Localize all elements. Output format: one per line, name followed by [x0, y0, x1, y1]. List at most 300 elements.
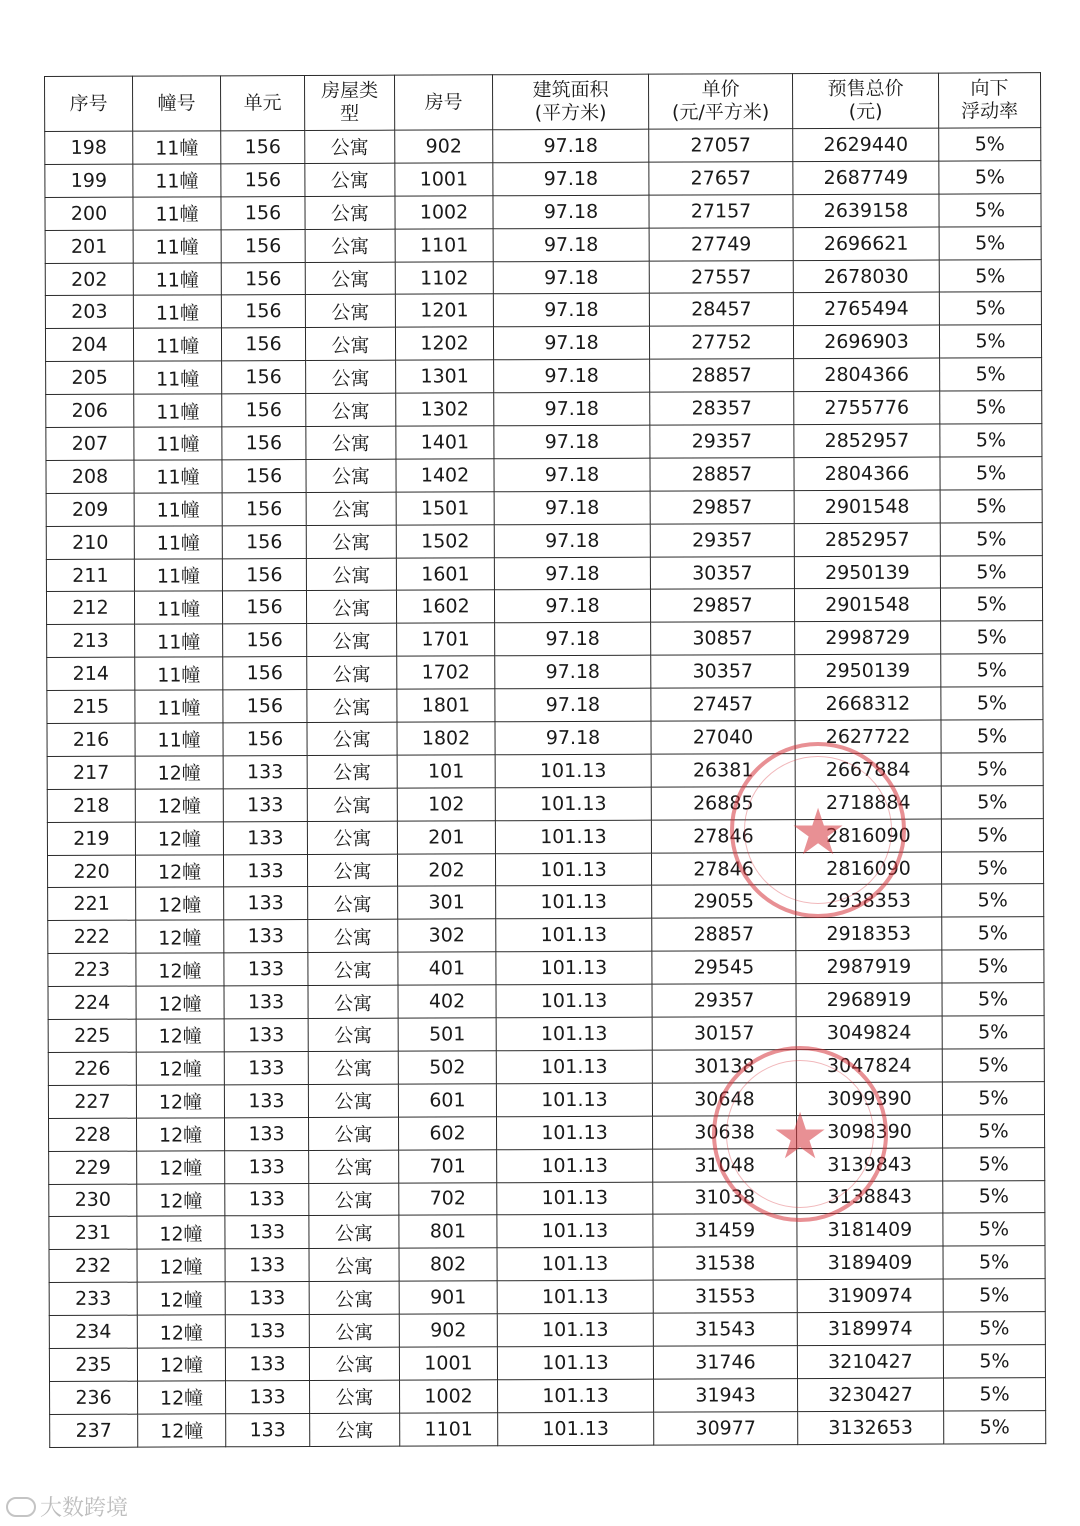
- cell-seq: 216: [47, 723, 135, 756]
- cell-room: 1802: [397, 722, 495, 755]
- cell-unit-price: 29857: [650, 490, 794, 523]
- cell-seq: 226: [48, 1052, 136, 1085]
- header-float-rate: [938, 73, 1040, 128]
- cell-seq: 218: [47, 789, 135, 822]
- cell-building: 12幢: [136, 887, 224, 920]
- cell-area: 101.13: [497, 1182, 653, 1215]
- table-row: [45, 226, 1041, 263]
- cell-unit-price: 31038: [653, 1181, 797, 1214]
- cell-seq: 211: [46, 559, 134, 592]
- cell-room: 1401: [396, 426, 494, 459]
- cell-unit-price: 30977: [654, 1411, 798, 1444]
- cell-unit-price: 28857: [650, 359, 794, 392]
- cell-float-rate: 5%: [940, 522, 1042, 555]
- cell-float-rate: 5%: [940, 391, 1042, 424]
- cell-float-rate: 5%: [944, 1410, 1046, 1443]
- table-row: [46, 588, 1042, 625]
- cell-house-type: 公寓: [308, 1084, 398, 1117]
- cell-house-type: 公寓: [306, 393, 396, 426]
- cell-area: 97.18: [495, 655, 651, 688]
- cell-area: 97.18: [494, 458, 650, 491]
- cell-room: 602: [398, 1116, 496, 1149]
- cell-unit: 133: [225, 1249, 309, 1282]
- table-row: [45, 259, 1041, 296]
- cell-area: 97.18: [493, 129, 649, 162]
- cell-float-rate: 5%: [941, 654, 1043, 687]
- table-body: [45, 128, 1046, 1447]
- cell-area: 101.13: [497, 1346, 653, 1379]
- cell-unit: 156: [222, 525, 306, 558]
- cell-float-rate: 5%: [940, 555, 1042, 588]
- price-table: [44, 72, 1046, 1447]
- cell-building: 12幢: [137, 1216, 225, 1249]
- cell-house-type: 公寓: [305, 262, 395, 295]
- table-row: [47, 818, 1043, 855]
- cell-total-price: 2696903: [793, 325, 939, 358]
- cell-total-price: 2901548: [794, 490, 940, 523]
- cell-unit-price: 27846: [651, 819, 795, 852]
- cell-unit-price: 27657: [649, 162, 793, 195]
- cell-unit: 156: [221, 229, 305, 262]
- cell-seq: 203: [45, 296, 133, 329]
- cell-float-rate: 5%: [942, 1081, 1044, 1114]
- cell-unit-price: 29545: [652, 951, 796, 984]
- cell-unit: 156: [222, 492, 306, 525]
- cell-unit: 133: [224, 1019, 308, 1052]
- cell-float-rate: 5%: [941, 720, 1043, 753]
- cell-float-rate: 5%: [941, 851, 1043, 884]
- cell-unit: 156: [223, 624, 307, 657]
- cell-room: 901: [399, 1281, 497, 1314]
- cell-unit: 133: [225, 1347, 309, 1380]
- cell-building: 11幢: [135, 624, 223, 657]
- cell-float-rate: 5%: [943, 1213, 1045, 1246]
- cell-unit: 156: [221, 196, 305, 229]
- cell-area: 97.18: [494, 524, 650, 557]
- cell-room: 1101: [395, 228, 493, 261]
- cell-seq: 210: [46, 526, 134, 559]
- header-room: [394, 75, 492, 130]
- header-text: (平方米): [534, 101, 607, 125]
- cell-float-rate: 5%: [940, 457, 1042, 490]
- cell-building: 11幢: [134, 558, 222, 591]
- cell-seq: 208: [46, 460, 134, 493]
- cell-unit: 156: [221, 262, 305, 295]
- header-text: 浮动率: [961, 100, 1019, 123]
- cell-unit: 156: [222, 459, 306, 492]
- table-row: [47, 687, 1043, 724]
- cell-total-price: 2938353: [796, 885, 942, 918]
- table-row: [45, 325, 1041, 362]
- cell-building: 11幢: [134, 361, 222, 394]
- cell-area: 101.13: [497, 1313, 653, 1346]
- cell-seq: 217: [47, 756, 135, 789]
- cell-room: 1502: [396, 524, 494, 557]
- table-row: [48, 917, 1044, 954]
- cell-house-type: 公寓: [305, 130, 395, 163]
- cell-seq: 201: [45, 230, 133, 263]
- cell-total-price: 3189409: [797, 1246, 943, 1279]
- cell-area: 97.18: [493, 228, 649, 261]
- cell-seq: 205: [46, 361, 134, 394]
- cell-seq: 200: [45, 197, 133, 230]
- cell-seq: 236: [50, 1381, 138, 1414]
- cell-unit: 133: [224, 986, 308, 1019]
- cell-area: 101.13: [495, 820, 651, 853]
- cell-unit: 156: [222, 591, 306, 624]
- cell-house-type: 公寓: [309, 1347, 399, 1380]
- cell-house-type: 公寓: [307, 854, 397, 887]
- cell-building: 12幢: [137, 1249, 225, 1282]
- cell-building: 12幢: [135, 789, 223, 822]
- table-row: [48, 1049, 1044, 1086]
- cell-building: 12幢: [138, 1414, 226, 1447]
- watermark-text: 大数跨境: [40, 1496, 129, 1521]
- cell-unit-price: 30157: [652, 1017, 796, 1050]
- cell-total-price: 3230427: [798, 1378, 944, 1411]
- cell-unit: 133: [225, 1117, 309, 1150]
- cell-building: 12幢: [136, 953, 224, 986]
- cell-unit: 156: [223, 657, 307, 690]
- cell-building: 11幢: [134, 427, 222, 460]
- cell-seq: 235: [49, 1348, 137, 1381]
- header-text: (元): [848, 100, 883, 123]
- cell-house-type: 公寓: [309, 1150, 399, 1183]
- header-text: 单元: [243, 91, 282, 114]
- brand-logo-icon: [6, 1497, 36, 1517]
- cell-float-rate: 5%: [942, 917, 1044, 950]
- cell-seq: 229: [49, 1151, 137, 1184]
- cell-unit: 156: [222, 427, 306, 460]
- cell-seq: 221: [48, 888, 136, 921]
- table-row: [49, 1114, 1045, 1151]
- cell-unit: 133: [225, 1282, 309, 1315]
- table-row: [48, 950, 1044, 987]
- cell-seq: 212: [46, 592, 134, 625]
- table-row: [49, 1279, 1045, 1316]
- cell-total-price: 3047824: [796, 1049, 942, 1082]
- cell-building: 11幢: [134, 526, 222, 559]
- table-row: [47, 753, 1043, 790]
- cell-total-price: 3099390: [796, 1082, 942, 1115]
- cell-room: 802: [399, 1248, 497, 1281]
- cell-unit: 133: [226, 1380, 310, 1413]
- cell-float-rate: 5%: [943, 1147, 1045, 1180]
- cell-unit: 156: [223, 723, 307, 756]
- table-row: [46, 457, 1042, 494]
- cell-building: 12幢: [136, 1019, 224, 1052]
- cell-building: 12幢: [136, 1052, 224, 1085]
- cell-float-rate: 5%: [939, 259, 1041, 292]
- cell-area: 101.13: [498, 1379, 654, 1412]
- cell-building: 12幢: [137, 1282, 225, 1315]
- cell-unit-price: 30638: [652, 1115, 796, 1148]
- cell-unit: 133: [226, 1413, 310, 1446]
- cell-house-type: 公寓: [310, 1413, 400, 1446]
- cell-seq: 225: [48, 1019, 136, 1052]
- cell-seq: 199: [45, 164, 133, 197]
- cell-house-type: 公寓: [307, 788, 397, 821]
- cell-seq: 228: [49, 1118, 137, 1151]
- cell-room: 1801: [397, 689, 495, 722]
- cell-room: 401: [398, 952, 496, 985]
- cell-seq: 213: [47, 625, 135, 658]
- cell-float-rate: 5%: [940, 489, 1042, 522]
- cell-area: 97.18: [494, 425, 650, 458]
- cell-unit: 133: [224, 920, 308, 953]
- cell-float-rate: 5%: [939, 193, 1041, 226]
- cell-float-rate: 5%: [941, 621, 1043, 654]
- cell-area: 101.13: [496, 951, 652, 984]
- cell-building: 11幢: [135, 690, 223, 723]
- star-icon: ★: [789, 796, 847, 871]
- cell-unit-price: 31746: [653, 1346, 797, 1379]
- cell-room: 1301: [396, 360, 494, 393]
- cell-total-price: 2852957: [794, 523, 940, 556]
- cell-float-rate: 5%: [944, 1378, 1046, 1411]
- cell-room: 1501: [396, 492, 494, 525]
- cell-float-rate: 5%: [939, 292, 1041, 325]
- cell-house-type: 公寓: [308, 1117, 398, 1150]
- cell-unit: 156: [221, 295, 305, 328]
- cell-total-price: 2765494: [793, 293, 939, 326]
- cell-seq: 237: [50, 1414, 138, 1447]
- table-row: [49, 1147, 1045, 1184]
- cell-unit: 156: [223, 690, 307, 723]
- cell-float-rate: 5%: [943, 1180, 1045, 1213]
- cell-house-type: 公寓: [307, 656, 397, 689]
- cell-area: 101.13: [497, 1149, 653, 1182]
- cell-total-price: 2668312: [795, 687, 941, 720]
- table-row: [49, 1246, 1045, 1283]
- cell-seq: 227: [48, 1085, 136, 1118]
- cell-building: 11幢: [135, 657, 223, 690]
- cell-house-type: 公寓: [305, 327, 395, 360]
- cell-house-type: 公寓: [306, 558, 396, 591]
- cell-float-rate: 5%: [942, 1049, 1044, 1082]
- cell-unit-price: 26885: [651, 786, 795, 819]
- cell-seq: 202: [45, 263, 133, 296]
- cell-area: 101.13: [497, 1247, 653, 1280]
- cell-unit: 156: [222, 361, 306, 394]
- cell-room: 601: [398, 1084, 496, 1117]
- cell-house-type: 公寓: [310, 1380, 400, 1413]
- cell-unit-price: 29357: [650, 425, 794, 458]
- cell-seq: 219: [47, 822, 135, 855]
- cell-area: 97.18: [494, 392, 650, 425]
- cell-building: 11幢: [134, 394, 222, 427]
- cell-unit-price: 27557: [649, 260, 793, 293]
- cell-total-price: 2852957: [794, 424, 940, 457]
- cell-total-price: 2950139: [795, 654, 941, 687]
- cell-float-rate: 5%: [939, 161, 1041, 194]
- cell-unit-price: 28857: [650, 458, 794, 491]
- cell-building: 11幢: [134, 493, 222, 526]
- cell-total-price: 3049824: [796, 1016, 942, 1049]
- cell-unit: 133: [224, 1084, 308, 1117]
- cell-area: 101.13: [496, 919, 652, 952]
- table-row: [48, 1016, 1044, 1053]
- cell-room: 1701: [397, 623, 495, 656]
- cell-float-rate: 5%: [939, 226, 1041, 259]
- cell-building: 12幢: [137, 1183, 225, 1216]
- cell-total-price: 2639158: [793, 194, 939, 227]
- header-text: 单价: [701, 78, 740, 101]
- cell-area: 97.18: [494, 491, 650, 524]
- cell-unit-price: 27040: [651, 721, 795, 754]
- table-row: [45, 161, 1041, 198]
- cell-house-type: 公寓: [307, 821, 397, 854]
- cell-house-type: 公寓: [307, 689, 397, 722]
- cell-building: 12幢: [138, 1381, 226, 1414]
- cell-total-price: 2755776: [794, 391, 940, 424]
- cell-room: 1101: [400, 1413, 498, 1446]
- cell-building: 12幢: [137, 1118, 225, 1151]
- cell-room: 501: [398, 1018, 496, 1051]
- table-row: [45, 193, 1041, 230]
- cell-building: 12幢: [136, 1085, 224, 1118]
- table-row: [49, 1312, 1045, 1349]
- table-row: [45, 128, 1041, 165]
- cell-total-price: 2901548: [794, 589, 940, 622]
- cell-area: 97.18: [493, 195, 649, 228]
- cell-float-rate: 5%: [939, 325, 1041, 358]
- cell-unit-price: 28457: [649, 293, 793, 326]
- table-row: [46, 522, 1042, 559]
- cell-total-price: 2998729: [795, 621, 941, 654]
- cell-house-type: 公寓: [309, 1248, 399, 1281]
- cell-room: 502: [398, 1051, 496, 1084]
- cell-house-type: 公寓: [309, 1281, 399, 1314]
- cell-house-type: 公寓: [309, 1183, 399, 1216]
- cell-seq: 222: [48, 921, 136, 954]
- cell-float-rate: 5%: [943, 1345, 1045, 1378]
- cell-seq: 232: [49, 1249, 137, 1282]
- cell-room: 1402: [396, 459, 494, 492]
- cell-float-rate: 5%: [940, 358, 1042, 391]
- cell-room: 301: [398, 886, 496, 919]
- cell-float-rate: 5%: [943, 1246, 1045, 1279]
- cell-total-price: 2968919: [796, 983, 942, 1016]
- cell-area: 97.18: [494, 557, 650, 590]
- header-row: [45, 73, 1041, 132]
- cell-house-type: 公寓: [305, 295, 395, 328]
- cell-unit-price: 26381: [651, 754, 795, 787]
- cell-seq: 204: [45, 329, 133, 362]
- cell-area: 97.18: [494, 590, 650, 623]
- cell-unit: 156: [222, 394, 306, 427]
- header-house-type: [305, 75, 395, 130]
- cell-unit-price: 29055: [652, 885, 796, 918]
- cell-unit-price: 31048: [653, 1148, 797, 1181]
- cell-house-type: 公寓: [307, 722, 397, 755]
- header-text: 幢号: [157, 91, 196, 115]
- cell-total-price: 2678030: [793, 260, 939, 293]
- cell-unit: 133: [223, 821, 307, 854]
- cell-room: 102: [397, 788, 495, 821]
- cell-float-rate: 5%: [941, 687, 1043, 720]
- table-row: [47, 851, 1043, 888]
- cell-room: 1602: [396, 590, 494, 623]
- cell-building: 11幢: [133, 131, 221, 164]
- cell-room: 201: [397, 820, 495, 853]
- cell-unit: 133: [223, 755, 307, 788]
- cell-house-type: 公寓: [308, 985, 398, 1018]
- cell-float-rate: 5%: [942, 1016, 1044, 1049]
- cell-building: 12幢: [137, 1348, 225, 1381]
- header-text: 序号: [69, 92, 108, 115]
- cell-unit: 133: [225, 1150, 309, 1183]
- cell-seq: 198: [45, 131, 133, 164]
- cell-float-rate: 5%: [940, 424, 1042, 457]
- cell-room: 1202: [395, 327, 493, 360]
- cell-building: 12幢: [135, 854, 223, 887]
- cell-room: 702: [399, 1182, 497, 1215]
- cell-total-price: 2950139: [794, 556, 940, 589]
- cell-room: 1002: [400, 1380, 498, 1413]
- cell-unit: 156: [222, 558, 306, 591]
- cell-room: 1601: [396, 557, 494, 590]
- table-row: [47, 621, 1043, 658]
- cell-total-price: 2816090: [795, 852, 941, 885]
- cell-room: 302: [398, 919, 496, 952]
- cell-house-type: 公寓: [308, 952, 398, 985]
- cell-total-price: 2804366: [794, 358, 940, 391]
- cell-house-type: 公寓: [306, 525, 396, 558]
- cell-room: 801: [399, 1215, 497, 1248]
- table-row: [48, 884, 1044, 921]
- table-row: [46, 555, 1042, 592]
- cell-building: 12幢: [135, 822, 223, 855]
- cell-house-type: 公寓: [307, 755, 397, 788]
- cell-unit-price: 29357: [650, 523, 794, 556]
- cell-area: 97.18: [495, 688, 651, 721]
- cell-house-type: 公寓: [309, 1216, 399, 1249]
- cell-building: 11幢: [133, 164, 221, 197]
- cell-building: 11幢: [133, 229, 221, 262]
- header-text: 建筑面积: [532, 78, 609, 102]
- cell-unit-price: 31543: [653, 1313, 797, 1346]
- header-seq: [45, 76, 133, 131]
- table-row: [50, 1410, 1046, 1447]
- cell-float-rate: 5%: [941, 818, 1043, 851]
- cell-building: 11幢: [134, 460, 222, 493]
- cell-seq: 206: [46, 394, 134, 427]
- cell-room: 402: [398, 985, 496, 1018]
- table-row: [47, 654, 1043, 691]
- cell-total-price: 2987919: [796, 950, 942, 983]
- cell-room: 1001: [399, 1347, 497, 1380]
- table-row: [50, 1378, 1046, 1415]
- watermark: [6, 1491, 128, 1522]
- cell-total-price: 2696621: [793, 227, 939, 260]
- cell-room: 1001: [395, 163, 493, 196]
- cell-unit-price: 29357: [652, 984, 796, 1017]
- cell-float-rate: 5%: [941, 753, 1043, 786]
- cell-room: 1702: [397, 656, 495, 689]
- cell-seq: 207: [46, 427, 134, 460]
- cell-unit-price: 28357: [650, 392, 794, 425]
- cell-seq: 233: [49, 1282, 137, 1315]
- cell-total-price: 3098390: [796, 1115, 942, 1148]
- cell-total-price: 2804366: [794, 457, 940, 490]
- cell-unit: 156: [221, 130, 305, 163]
- table-row: [49, 1345, 1045, 1382]
- header-text: (元/平方米): [671, 101, 770, 124]
- cell-float-rate: 5%: [942, 983, 1044, 1016]
- cell-total-price: 2627722: [795, 720, 941, 753]
- cell-total-price: 2816090: [795, 819, 941, 852]
